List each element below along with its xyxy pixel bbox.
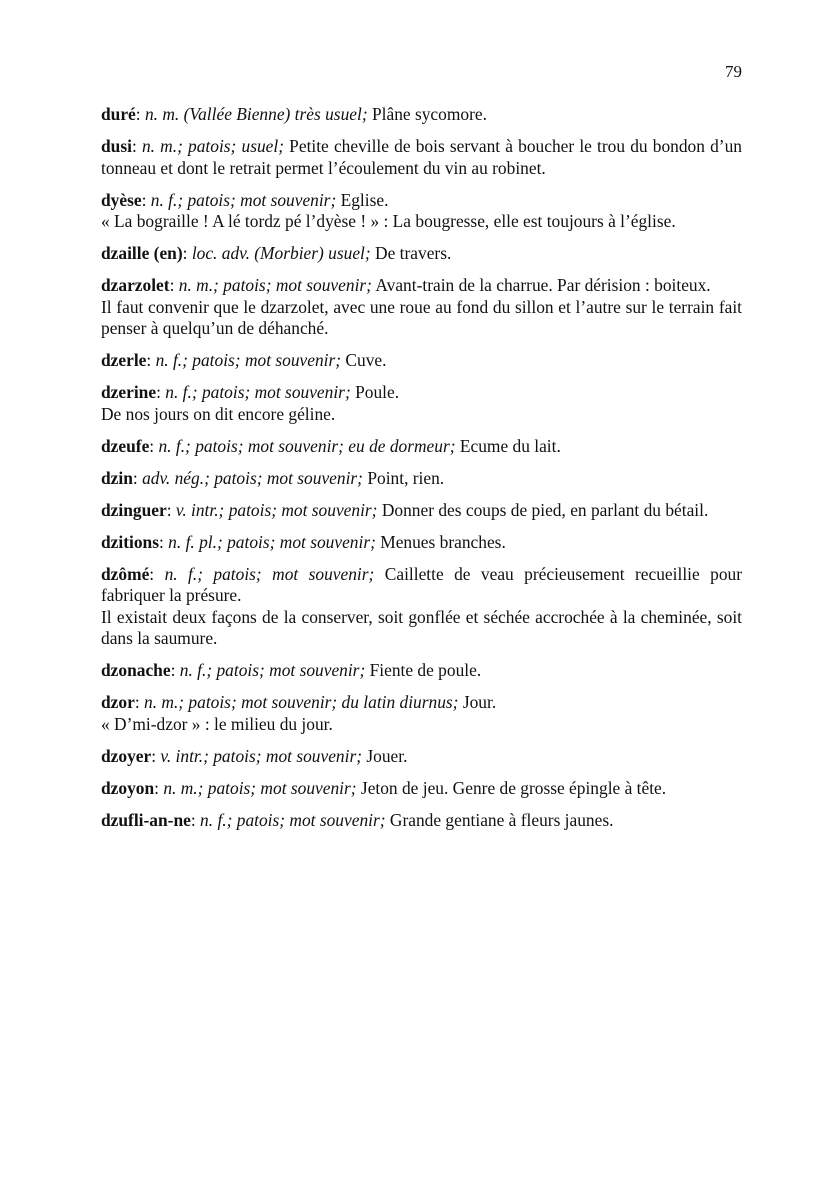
colon: : (151, 745, 161, 766)
grammar-info: n. m.; patois; mot souvenir; (163, 777, 357, 798)
entry-dzitions (101, 532, 742, 554)
grammar-info: n. m.; patois; mot souvenir; (178, 275, 372, 295)
entry-dusi (101, 136, 742, 179)
colon: : (166, 499, 176, 520)
grammar-info: n. f.; patois; mot souvenir; (165, 382, 351, 402)
definition: Jeton de jeu. Genre de grosse épingle à tête. (360, 777, 667, 798)
headword: dzonache (101, 660, 171, 680)
colon: : (149, 563, 165, 584)
entry-note: Il existait deux façons de la conserver, soit gonflée et séchée accrochée à la cheminée, soit dans la saumure. (101, 606, 742, 648)
entry-main-line (101, 382, 742, 404)
entry-note: « D’mi-dzor » : le milieu du jour. (101, 713, 333, 734)
entry-main-line (101, 190, 742, 212)
entry-main-line (101, 778, 742, 800)
colon: : (182, 243, 192, 263)
entry-main-line (101, 468, 742, 490)
entry-dzerle (101, 350, 742, 372)
colon: : (158, 531, 169, 552)
colon: : (134, 692, 144, 712)
definition: Cuve. (345, 350, 387, 370)
entry-note: « La bograille ! A lé tordz pé l’dyèse ! » : La bougresse, elle est toujours à l’église. (101, 211, 676, 231)
entry-main-line (101, 660, 742, 682)
definition: Caillette de veau précieusement recueillie pour fabriquer la présure. (101, 563, 742, 605)
grammar-info: n. f.; patois; mot souvenir; (200, 809, 386, 830)
definition: Avant-train de la charrue. Par dérision : boiteux. (375, 275, 711, 295)
colon: : (146, 350, 156, 370)
colon: : (156, 382, 166, 402)
grammar-info: n. f.; patois; mot souvenir; (164, 563, 375, 584)
entry-dzoyer (101, 746, 742, 768)
definition: Petite cheville de bois servant à boucher le trou du bondon d’un tonneau et dont le retrait permet l’écoulement du vin au robinet. (101, 136, 742, 178)
entry-main-line (101, 810, 742, 832)
headword: dzarzolet (101, 275, 170, 295)
definition: Point, rien. (367, 467, 445, 488)
headword: dyèse (101, 189, 142, 210)
entry-dzoyon (101, 778, 742, 800)
dictionary-entries (101, 104, 742, 842)
entry-note: Il faut convenir que le dzarzolet, avec une roue au fond du sillon et l’autre sur le terrain fait penser à quelqu’un de déhanché. (101, 296, 742, 338)
entry-dzonache (101, 660, 742, 682)
headword: dzor (101, 692, 135, 712)
colon: : (141, 189, 151, 210)
definition: Ecume du lait. (459, 435, 561, 456)
entry-dzufli-an-ne (101, 810, 742, 832)
headword: dzoyon (101, 777, 155, 798)
entry-dure (101, 104, 742, 126)
grammar-info: n. f.; patois; mot souvenir; (179, 660, 366, 680)
grammar-info: n. f.; patois; mot souvenir; eu de dormeur; (158, 435, 456, 456)
grammar-info: loc. adv. (Morbier) usuel; (191, 243, 371, 263)
grammar-info: n. m.; patois; usuel; (141, 136, 284, 156)
definition: Grande gentiane à fleurs jaunes. (389, 809, 614, 830)
headword: dzin (101, 467, 133, 488)
definition: De travers. (375, 243, 452, 263)
headword: dzerle (101, 350, 147, 370)
grammar-info: n. m.; patois; mot souvenir; du latin diurnus; (144, 692, 459, 712)
entry-dzinguer (101, 500, 742, 522)
headword: dzinguer (101, 499, 167, 520)
entry-dzome (101, 564, 742, 650)
grammar-info: adv. nég.; patois; mot souvenir; (142, 467, 363, 488)
entry-dzin (101, 468, 742, 490)
colon: : (169, 275, 179, 295)
definition: Eglise. (340, 189, 389, 210)
page-number: 79 (725, 62, 742, 81)
colon: : (154, 777, 164, 798)
entry-main-line (101, 275, 742, 297)
definition: Jouer. (366, 745, 408, 766)
colon: : (190, 809, 201, 830)
colon: : (131, 136, 142, 156)
entry-main-line (101, 350, 742, 372)
headword: dzômé (101, 563, 150, 584)
entry-main-line (101, 564, 742, 607)
headword: dzeufe (101, 435, 150, 456)
headword: dzitions (101, 531, 159, 552)
grammar-info: n. m. (Vallée Bienne) très usuel; (144, 104, 368, 124)
entry-main-line (101, 532, 742, 554)
entry-main-line (101, 692, 742, 714)
entry-main-line (101, 436, 742, 458)
definition: Plâne sycomore. (371, 104, 487, 124)
colon: : (132, 467, 143, 488)
headword: dzaille (en) (101, 243, 183, 263)
headword: dusi (101, 136, 132, 156)
entry-dyese (101, 190, 742, 233)
grammar-info: v. intr.; patois; mot souvenir; (175, 499, 378, 520)
definition: Fiente de poule. (369, 660, 482, 680)
definition: Poule. (355, 382, 400, 402)
entry-main-line (101, 500, 742, 522)
entry-dzerine (101, 382, 742, 425)
entry-dzaille (101, 243, 742, 265)
headword: duré (101, 104, 136, 124)
entry-main-line (101, 746, 742, 768)
colon: : (149, 435, 159, 456)
grammar-info: v. intr.; patois; mot souvenir; (160, 745, 363, 766)
definition: Donner des coups de pied, en parlant du bétail. (381, 499, 709, 520)
grammar-info: n. f.; patois; mot souvenir; (150, 189, 337, 210)
headword: dzoyer (101, 745, 152, 766)
entry-dzarzolet (101, 275, 742, 340)
colon: : (135, 104, 145, 124)
definition: Menues branches. (380, 531, 506, 552)
entry-main-line (101, 136, 742, 179)
entry-main-line (101, 104, 742, 126)
entry-dzeufe (101, 436, 742, 458)
entry-note: De nos jours on dit encore géline. (101, 403, 336, 424)
colon: : (170, 660, 180, 680)
grammar-info: n. f. pl.; patois; mot souvenir; (168, 531, 376, 552)
headword: dzufli-an-ne (101, 809, 191, 830)
grammar-info: n. f.; patois; mot souvenir; (155, 350, 342, 370)
headword: dzerine (101, 382, 157, 402)
entry-main-line (101, 243, 742, 265)
definition: Jour. (462, 692, 497, 712)
entry-dzor (101, 692, 742, 735)
